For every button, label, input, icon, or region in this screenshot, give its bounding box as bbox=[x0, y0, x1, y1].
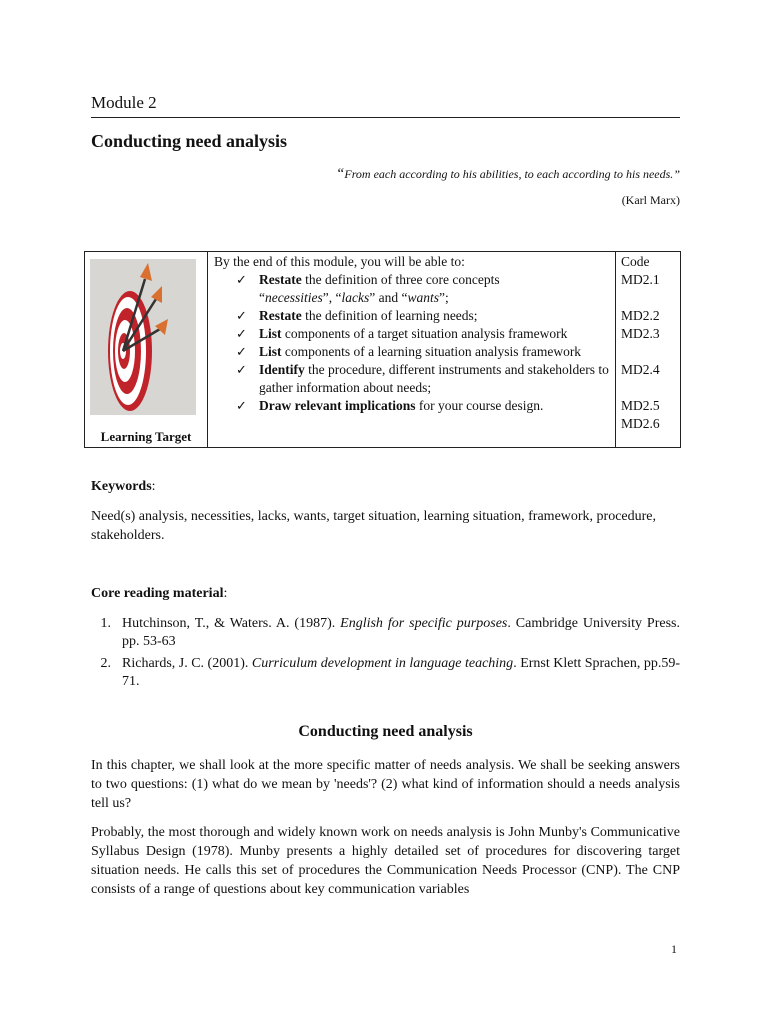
reference-item: 2. Richards, J. C. (2001). Curriculum development in language teaching. Ernst Klett Sprachen, pp.59-71. bbox=[100, 656, 680, 689]
epigraph-quote: “From each according to his abilities, to each according to his needs.” bbox=[336, 166, 680, 182]
learning-targets-table bbox=[84, 251, 681, 448]
checkmark-icon: ✓ bbox=[236, 272, 247, 287]
code-header: Code bbox=[621, 254, 650, 269]
code-value: MD2.6 bbox=[621, 416, 660, 431]
objective-item: ✓ List components of a learning situation analysis framework bbox=[236, 344, 582, 359]
checkmark-icon: ✓ bbox=[236, 308, 247, 323]
checkmark-icon: ✓ bbox=[236, 326, 247, 341]
module-label: Module 2 bbox=[91, 93, 157, 112]
code-value: MD2.3 bbox=[621, 326, 660, 341]
objective-item: ✓ Restate the definition of learning needs; bbox=[236, 308, 478, 323]
code-value: MD2.1 bbox=[621, 272, 660, 287]
code-value: MD2.2 bbox=[621, 308, 660, 323]
checkmark-icon: ✓ bbox=[236, 344, 247, 359]
objective-item: ✓ Identify the procedure, different instruments and stakeholders to gather information about needs; bbox=[236, 362, 609, 395]
learning-target-label: Learning Target bbox=[100, 429, 192, 444]
checkmark-icon: ✓ bbox=[236, 398, 247, 413]
objectives-intro: By the end of this module, you will be able to: bbox=[214, 254, 465, 269]
keywords-heading: Keywords: bbox=[91, 479, 156, 494]
code-value: MD2.4 bbox=[621, 362, 660, 377]
epigraph-author: (Karl Marx) bbox=[621, 193, 680, 207]
body-paragraph: In this chapter, we shall look at the more specific matter of needs analysis. We shall be seeking answers to two questions: (1) what do we mean by 'needs'? (2) what kind of information should a needs analysis tell us? bbox=[91, 758, 680, 811]
learning-target-image-cell bbox=[85, 252, 208, 448]
objective-item: ✓ Draw relevant implications for your course design. bbox=[236, 398, 544, 413]
objectives-cell bbox=[208, 252, 616, 448]
target-arrows-icon bbox=[90, 259, 196, 415]
header-rule bbox=[91, 117, 680, 118]
reference-list bbox=[91, 615, 680, 695]
objectives-list bbox=[214, 271, 611, 415]
code-value: MD2.5 bbox=[621, 398, 660, 413]
checkmark-icon: ✓ bbox=[236, 362, 247, 377]
objective-item: ✓ List components of a target situation analysis framework bbox=[236, 326, 568, 341]
section-title: Conducting need analysis bbox=[298, 723, 473, 740]
body-paragraph: Probably, the most thorough and widely known work on needs analysis is John Munby's Communicative Syllabus Design (1978). Munby presents a highly detailed set of procedures for discovering target situation needs. He calls this set of procedures the Communication Needs Processor (CNP). The CNP consists of a range of questions about key communication variables bbox=[91, 825, 680, 897]
keywords-text: Need(s) analysis, necessities, lacks, wants, target situation, learning situation, framework, procedure, stakeholders. bbox=[91, 509, 657, 543]
codes-cell bbox=[616, 252, 681, 448]
page-number: 1 bbox=[671, 942, 677, 956]
core-reading-heading: Core reading material: bbox=[91, 586, 228, 601]
objective-item: ✓ Restate the definition of three core concepts “necessities”, “lacks” and “wants”; bbox=[236, 272, 500, 305]
page-title: Conducting need analysis bbox=[91, 131, 288, 151]
reference-item: 1. Hutchinson, T., & Waters. A. (1987). English for specific purposes. Cambridge University Press. pp. 53-63 bbox=[100, 616, 680, 649]
